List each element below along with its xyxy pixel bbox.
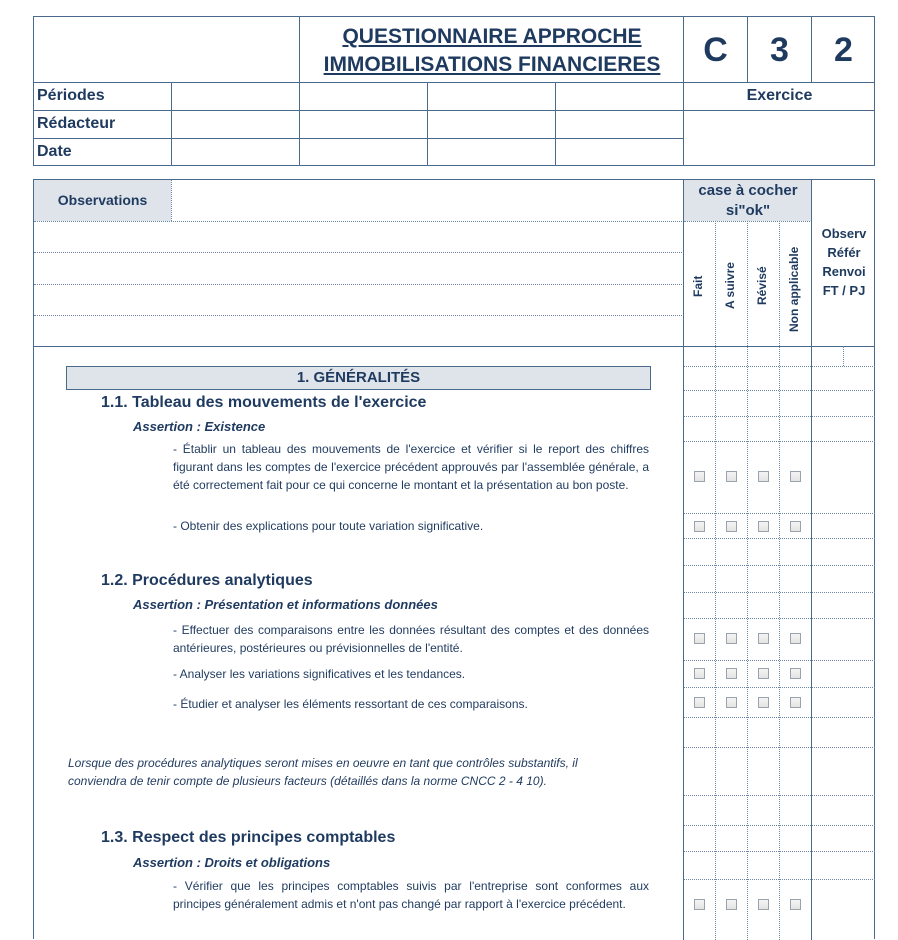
observation-line-1[interactable] — [34, 222, 684, 252]
code-number-1: 3 — [770, 31, 789, 69]
checkbox-revise[interactable] — [758, 521, 769, 532]
checkbox-revise[interactable] — [758, 668, 769, 679]
s12-procedure-1: - Effectuer des comparaisons entre les données résultant des comptes et des données antérieures, postérieures ou prévisionnelles de l'entité. — [173, 623, 649, 655]
checkbox-fait[interactable] — [694, 697, 705, 708]
questionnaire-table — [33, 179, 875, 939]
checkbox-header: case à cocher si"ok" — [684, 180, 812, 221]
checkbox-revise[interactable] — [758, 471, 769, 482]
s13-procedure-1: - Vérifier que les principes comptables suivis par l'entreprise sont conformes aux principes généralement admis et n'ont pas changé par rapport à l'exercice précédent. — [173, 879, 649, 911]
col-fait: Fait — [691, 275, 705, 297]
analytical-procedures-note: Lorsque des procédures analytiques seront mises en oeuvre en tant que contrôles substantifs, il conviendra de tenir compte de plusieurs facteurs (détaillés dans la norme CNCC 2 - 4 10). — [68, 756, 578, 788]
code-number-2: 2 — [834, 31, 853, 69]
checkbox-fait[interactable] — [694, 521, 705, 532]
code-letter: C — [703, 31, 728, 69]
col-a-suivre: A suivre — [723, 262, 737, 309]
periodes-label: Périodes — [37, 87, 105, 104]
document-title: QUESTIONNAIRE APPROCHE IMMOBILISATIONS FINANCIERES — [323, 25, 661, 76]
checkbox-non-applicable[interactable] — [790, 633, 801, 644]
observation-line-2[interactable] — [34, 253, 684, 284]
s11-title: 1.1. Tableau des mouvements de l'exercice — [101, 394, 427, 411]
s12-procedure-2: - Analyser les variations significatives et les tendances. — [173, 667, 466, 681]
observation-line-3[interactable] — [34, 285, 684, 315]
col-non-applicable: Non applicable — [787, 246, 801, 332]
s13-assertion: Assertion : Droits et obligations — [133, 855, 331, 870]
checkbox-revise[interactable] — [758, 697, 769, 708]
observations-header: Observations — [34, 180, 171, 221]
checkbox-a-suivre[interactable] — [726, 521, 737, 532]
redacteur-label: Rédacteur — [37, 115, 116, 132]
checkbox-a-suivre[interactable] — [726, 633, 737, 644]
s12-assertion: Assertion : Présentation et informations données — [133, 597, 438, 612]
checkbox-fait[interactable] — [694, 668, 705, 679]
checkbox-revise[interactable] — [758, 633, 769, 644]
exercice-field[interactable] — [684, 111, 875, 166]
section-generalites: 1. GÉNÉRALITÉS — [66, 366, 651, 390]
observation-line-4[interactable] — [34, 316, 684, 346]
date-label: Date — [37, 143, 72, 160]
date-field[interactable] — [172, 139, 299, 166]
exercice-label: Exercice — [746, 87, 813, 104]
header-table — [33, 16, 875, 166]
s11-assertion: Assertion : Existence — [133, 419, 266, 434]
checkbox-non-applicable[interactable] — [790, 471, 801, 482]
s11-procedure-1: - Établir un tableau des mouvements de l'exercice et vérifier si le report des chiffres figurant dans les comptes de l'exercice précédent approuvés par l'assemblée générale, a été correctement fait pour ce qui concerne le montant et la présentation au bon poste. — [173, 442, 649, 492]
checkbox-fait[interactable] — [694, 899, 705, 910]
checkbox-revise[interactable] — [758, 899, 769, 910]
checkbox-a-suivre[interactable] — [726, 899, 737, 910]
s11-procedure-2: - Obtenir des explications pour toute variation significative. — [173, 519, 484, 533]
s12-title: 1.2. Procédures analytiques — [101, 572, 313, 589]
checkbox-a-suivre[interactable] — [726, 471, 737, 482]
col-revise: Révisé — [755, 266, 769, 305]
checkbox-a-suivre[interactable] — [726, 668, 737, 679]
s12-procedure-3: - Étudier et analyser les éléments ressortant de ces comparaisons. — [173, 697, 528, 711]
checkbox-non-applicable[interactable] — [790, 899, 801, 910]
redacteur-field[interactable] — [172, 111, 299, 138]
checkbox-non-applicable[interactable] — [790, 668, 801, 679]
observ-reference-header: Observ Référ Renvoi FT / PJ — [821, 226, 867, 298]
checkbox-fait[interactable] — [694, 471, 705, 482]
checkbox-non-applicable[interactable] — [790, 521, 801, 532]
checkbox-fait[interactable] — [694, 633, 705, 644]
s13-title: 1.3. Respect des principes comptables — [101, 829, 396, 846]
periodes-field-1[interactable] — [172, 83, 299, 110]
checkbox-non-applicable[interactable] — [790, 697, 801, 708]
checkbox-a-suivre[interactable] — [726, 697, 737, 708]
